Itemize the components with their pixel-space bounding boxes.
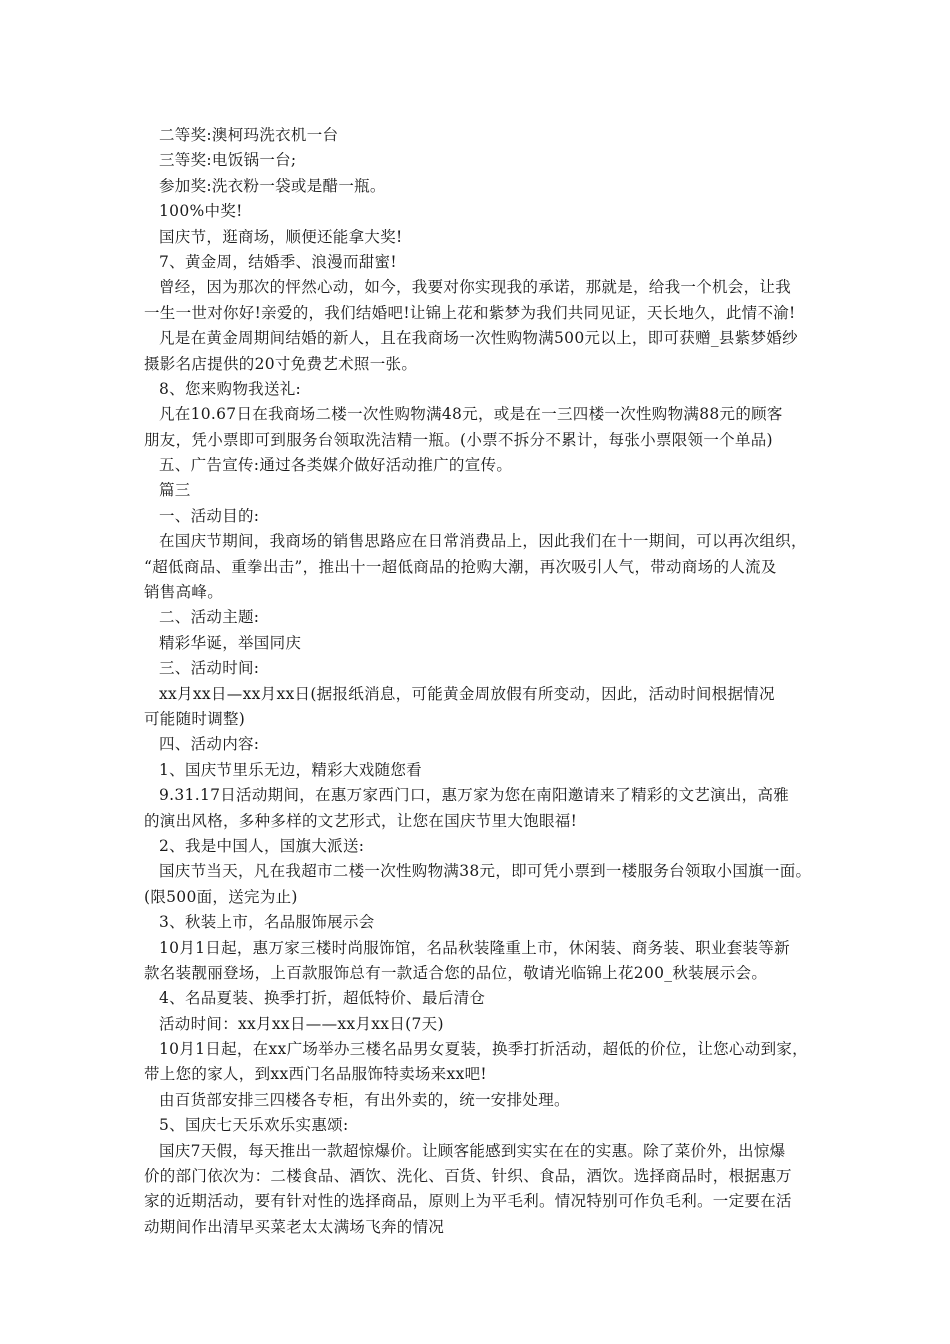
text-line: 五、广告宣传:通过各类媒介做好活动推广的宣传。 (159, 456, 513, 475)
text-line: 款名装靓丽登场，上百款服饰总有一款适合您的品位，敬请光临锦上花200_秋装展示会。 (144, 963, 768, 982)
text-line: 国庆节当天，凡在我超市二楼一次性购物满38元，即可凭小票到一楼服务台领取小国旗一面。 (159, 862, 812, 881)
text-line: 国庆7天假，每天推出一款超惊爆价。让顾客能感到实实在在的实惠。除了菜价外，出惊爆 (159, 1141, 786, 1160)
text-line: 参加奖:洗衣粉一袋或是醋一瓶。 (159, 176, 386, 195)
text-line: 2、我是中国人，国旗大派送: (159, 836, 365, 855)
text-line: 100%中奖! (159, 202, 243, 221)
text-line: 由百货部安排三四楼各专柜，有出外卖的，统一安排处理。 (159, 1090, 570, 1109)
text-line: (限500面，送完为止) (144, 887, 298, 906)
text-line: 一、活动目的: (159, 506, 260, 525)
text-line: 可能随时调整) (144, 709, 246, 728)
text-line: 一生一世对你好!亲爱的，我们结婚吧!让锦上花和紫梦为我们共同见证，天长地久，此情不渝! (144, 303, 796, 322)
text-line: 曾经，因为那次的怦然心动，如今，我要对你实现我的承诺，那就是，给我一个机会，让我 (159, 278, 792, 297)
text-line: 销售高峰。 (144, 583, 224, 602)
text-line: 国庆节，逛商场，顺便还能拿大奖! (159, 227, 403, 246)
text-line: 7、黄金周，结婚季、浪漫而甜蜜! (159, 252, 397, 271)
text-line: 凡是在黄金周期间结婚的新人，且在我商场一次性购物满500元以上，即可获赠_县紫梦婚纱 (159, 329, 798, 348)
text-line: 10月1日起，在xx广场举办三楼名品男女夏装，换季打折活动，超低的价位，让您心动到家， (159, 1040, 808, 1059)
text-line: 三、活动时间: (159, 659, 260, 678)
text-line: 精彩华诞，举国同庆 (159, 633, 302, 652)
text-line: xx月xx日—xx月xx日(据报纸消息，可能黄金周放假有所变动，因此，活动时间根据情况 (159, 684, 775, 703)
text-line: 1、国庆节里乐无边，精彩大戏随您看 (159, 760, 422, 779)
text-line: 的演出风格，多种多样的文艺形式，让您在国庆节里大饱眼福! (144, 811, 578, 830)
text-line: 凡在10.67日在我商场二楼一次性购物满48元，或是在一三四楼一次性购物满88元的顾客 (159, 405, 783, 424)
text-line: 动期间作出清早买菜老太太满场飞奔的情况 (144, 1217, 445, 1236)
text-line: 3、秋装上市，名品服饰展示会 (159, 913, 375, 932)
text-line: 二等奖:澳柯玛洗衣机一台 (159, 126, 339, 144)
text-line: 家的近期活动，要有针对性的选择商品，原则上为平毛利。情况特别可作负毛利。一定要在活 (144, 1192, 792, 1211)
text-line: “超低商品、重拳出击”，推出十一超低商品的抢购大潮，再次吸引人气，带动商场的人流及 (144, 557, 777, 576)
text-line: 5、国庆七天乐欢乐实惠颂: (159, 1116, 349, 1135)
text-line: 8、您来购物我送礼: (159, 379, 302, 398)
text-line: 四、活动内容: (159, 735, 260, 754)
text-line: 二、活动主题: (159, 608, 260, 627)
text-line: 三等奖:电饭锅一台; (159, 151, 297, 170)
text-line: 篇三 (159, 481, 191, 500)
text-line: 9.31.17日活动期间，在惠万家西门口，惠万家为您在南阳邀请来了精彩的文艺演出，高雅 (159, 786, 790, 805)
text-line: 带上您的家人，到xx西门名品服饰特卖场来xx吧! (144, 1065, 487, 1084)
text-line: 4、名品夏装、换季打折，超低特价、最后清仓 (159, 989, 486, 1008)
text-line: 10月1日起，惠万家三楼时尚服饰馆，名品秋装隆重上市，休闲装、商务装、职业套装等新 (159, 938, 790, 957)
text-line: 摄影名店提供的20寸免费艺术照一张。 (144, 354, 418, 373)
document-body (144, 123, 816, 1240)
text-line: 活动时间：xx月xx日——xx月xx日(7天) (159, 1014, 444, 1033)
text-line: 价的部门依次为：二楼食品、酒饮、洗化、百货、针织、食品，酒饮。选择商品时，根据惠万 (144, 1167, 792, 1186)
text-line: 朋友，凭小票即可到服务台领取洗洁精一瓶。(小票不拆分不累计，每张小票限领一个单品) (144, 430, 773, 449)
text-line: 在国庆节期间，我商场的销售思路应在日常消费品上，因此我们在十一期间，可以再次组织， (159, 532, 807, 551)
